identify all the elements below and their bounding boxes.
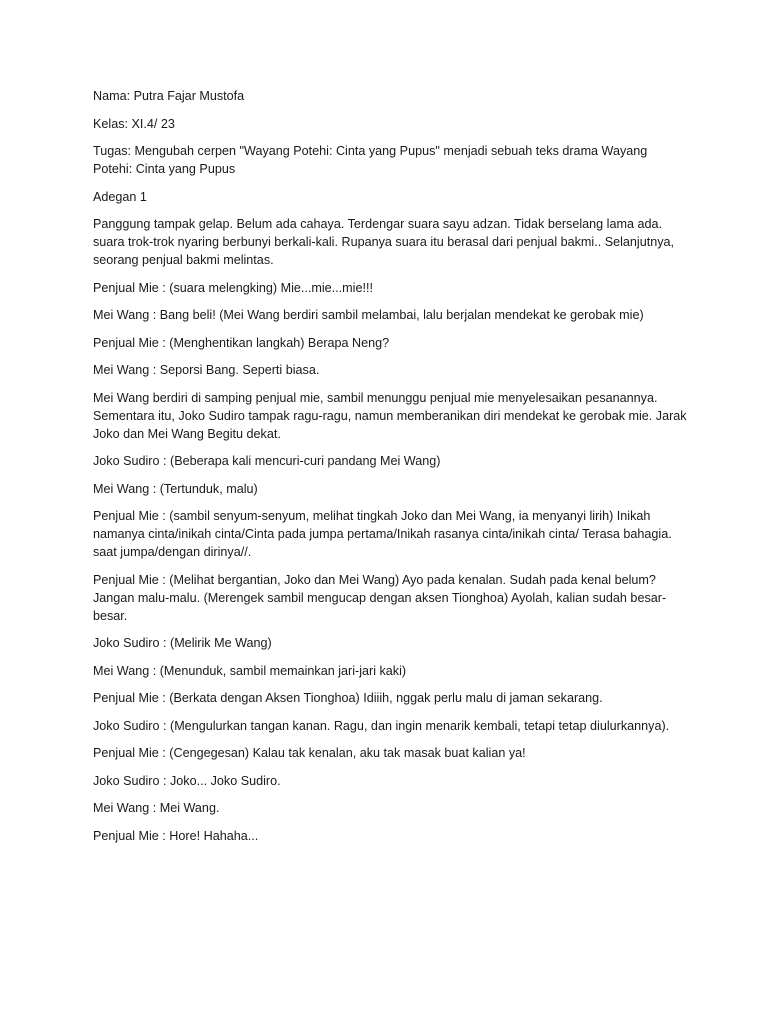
dialogue-line: Joko Sudiro : (Beberapa kali mencuri-curi pandang Mei Wang) <box>93 454 441 468</box>
dialogue-line: Penjual Mie : (Melihat bergantian, Joko dan Mei Wang) Ayo pada kenalan. Sudah pada kenal belum? Jangan malu-malu. (Merengek sambil mengucap dengan aksen Tionghoa) Ayolah, kalian sudah besar-besar. <box>93 572 667 623</box>
dialogue-line: Joko Sudiro : Joko... Joko Sudiro. <box>93 773 281 788</box>
dialogue-line: Penjual Mie : (Berkata dengan Aksen Tionghoa) Idiiih, nggak perlu malu di jaman sekarang. <box>93 691 603 705</box>
dialogue-line: Mei Wang : Mei Wang. <box>93 801 220 815</box>
dialogue-line: Joko Sudiro : (Melirik Me Wang) <box>93 636 272 650</box>
dialogue-line: Mei Wang : (Tertunduk, malu) <box>93 481 258 496</box>
dialogue-line: Penjual Mie : (Menghentikan langkah) Berapa Neng? <box>93 335 390 350</box>
stage-direction-paragraph: Panggung tampak gelap. Belum ada cahaya. Terdengar suara sayu adzan. Tidak berselang lama ada. suara trok-trok nyaring berbunyi berkali-kali. Rupanya suara itu berasal dari penjual bakmi.. Selanjutnya, seorang penjual bakmi melintas. <box>93 217 675 267</box>
dialogue-line: Mei Wang : (Menunduk, sambil memainkan jari-jari kaki) <box>93 663 407 678</box>
scene-heading: Adegan 1 <box>93 189 147 204</box>
assignment-line: Tugas: Mengubah cerpen "Wayang Potehi: Cinta yang Pupus" menjadi sebuah teks drama Wayang Potehi: Cinta yang Pupus <box>93 144 648 176</box>
dialogue-line: Penjual Mie : (suara melengking) Mie...mie...mie!!! <box>93 280 373 295</box>
dialogue-line: Penjual Mie : (Cengegesan) Kalau tak kenalan, aku tak masak buat kalian ya! <box>93 746 526 760</box>
student-name-line: Nama: Putra Fajar Mustofa <box>93 89 245 103</box>
stage-direction-paragraph: Mei Wang berdiri di samping penjual mie, sambil menunggu penjual mie menyelesaikan pesanannya. Sementara itu, Joko Sudiro tampak ragu-ragu, namun memberanikan diri mendekat ke gerobak mie. Jarak Joko dan Mei Wang Begitu dekat. <box>93 390 687 441</box>
dialogue-line: Joko Sudiro : (Mengulurkan tangan kanan. Ragu, dan ingin menarik kembali, tetapi tetap diulurkannya). <box>93 718 670 733</box>
dialogue-line: Mei Wang : Bang beli! (Mei Wang berdiri sambil melambai, lalu berjalan mendekat ke gerobak mie) <box>93 308 644 322</box>
dialogue-line: Mei Wang : Seporsi Bang. Seperti biasa. <box>93 363 320 377</box>
dialogue-line: Penjual Mie : (sambil senyum-senyum, melihat tingkah Joko dan Mei Wang, ia menyanyi lirih) Inikah namanya cinta/inikah cinta/Cinta pada jumpa pertama/Inikah rasanya cinta/inikah cinta/ Terasa bahagia. saat jumpa/dengan dirinya//. <box>93 509 672 559</box>
class-line: Kelas: XI.4/ 23 <box>93 116 175 131</box>
dialogue-line: Penjual Mie : Hore! Hahaha... <box>93 828 259 843</box>
